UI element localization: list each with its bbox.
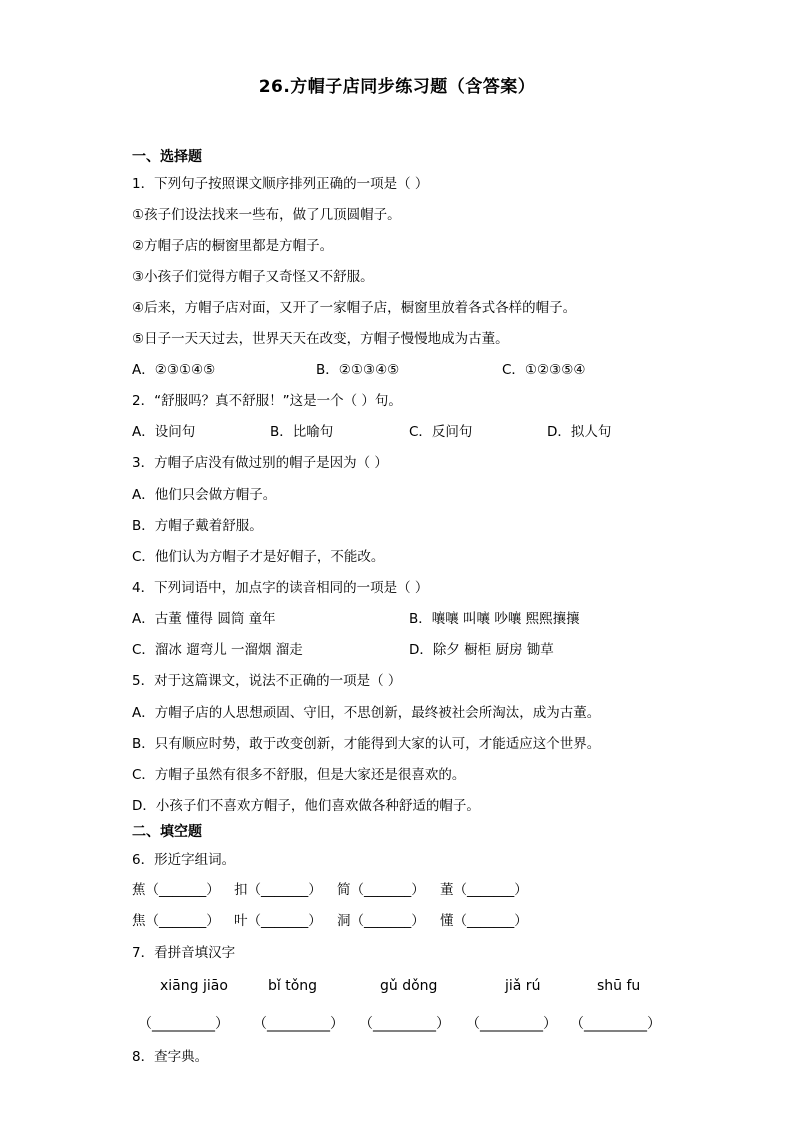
- q6-blank-item[interactable]: 扣（_______）: [234, 882, 322, 898]
- q2-option-d: D．拟人句: [547, 424, 612, 440]
- q2-option-b: B．比喻句: [270, 424, 334, 440]
- q5-option-d: D．小孩子们不喜欢方帽子，他们喜欢做各种舒适的帽子。: [132, 798, 480, 814]
- q6-blank-item[interactable]: 洞（_______）: [337, 913, 425, 929]
- q1-option-a: A．②③①④⑤: [132, 362, 216, 378]
- q7-pinyin: shū fu: [597, 978, 641, 994]
- q3-option-c: C．他们认为方帽子才是好帽子，不能改。: [132, 549, 385, 565]
- q5-option-c: C．方帽子虽然有很多不舒服，但是大家还是很喜欢的。: [132, 767, 466, 783]
- q2-option-c: C．反问句: [409, 424, 473, 440]
- q7-pinyin: jiǎ rú: [505, 978, 541, 994]
- q3-option-a: A．他们只会做方帽子。: [132, 487, 277, 503]
- q4-option-c: C．溜冰 遛弯儿 一溜烟 溜走: [132, 642, 303, 658]
- q2-option-a: A．设问句: [132, 424, 196, 440]
- q6-blank-item[interactable]: 焦（_______）: [132, 913, 220, 929]
- q3-stem: 3．方帽子店没有做过别的帽子是因为（ ）: [132, 455, 388, 471]
- q1-stem: 1．下列句子按照课文顺序排列正确的一项是（ ）: [132, 176, 429, 192]
- q6-blank-item[interactable]: 蕉（_______）: [132, 882, 220, 898]
- q6-blank-item[interactable]: 懂（_______）: [440, 913, 528, 929]
- q5-option-b: B．只有顺应时势，敢于改变创新，才能得到大家的认可，才能适应这个世界。: [132, 736, 601, 752]
- q6-blank-item[interactable]: 叶（_______）: [234, 913, 322, 929]
- q8-stem: 8．查字典。: [132, 1049, 209, 1065]
- q6-blank-item[interactable]: 简（_______）: [337, 882, 425, 898]
- q7-pinyin: gǔ dǒng: [380, 978, 438, 994]
- q7-blank[interactable]: （_________）: [466, 1016, 557, 1032]
- q2-stem: 2．“舒服吗？真不舒服！”这是一个（ ）句。: [132, 393, 402, 409]
- q1-item: ④后来，方帽子店对面，又开了一家帽子店，橱窗里放着各式各样的帽子。: [132, 300, 577, 316]
- q4-option-d: D．除夕 橱柜 厨房 锄草: [409, 642, 554, 658]
- q1-item: ②方帽子店的橱窗里都是方帽子。: [132, 238, 334, 254]
- q7-pinyin: xiāng jiāo: [160, 978, 228, 994]
- q5-option-a: A．方帽子店的人思想顽固、守旧，不思创新，最终被社会所淘汰，成为古董。: [132, 705, 601, 721]
- q7-pinyin: bǐ tǒng: [268, 978, 318, 994]
- section-choice-heading: 一、选择题: [132, 149, 202, 165]
- section-fill-heading: 二、填空题: [132, 824, 202, 840]
- q7-blank[interactable]: （_________）: [570, 1016, 661, 1032]
- q4-option-b: B．嚷嚷 叫嚷 吵嚷 熙熙攘攘: [409, 611, 580, 627]
- q1-item: ⑤日子一天天过去，世界天天在改变，方帽子慢慢地成为古董。: [132, 331, 509, 347]
- q1-item: ①孩子们设法找来一些布，做了几顶圆帽子。: [132, 207, 401, 223]
- q3-option-b: B．方帽子戴着舒服。: [132, 518, 263, 534]
- page-title: 26.方帽子店同步练习题（含答案）: [258, 77, 536, 97]
- q1-item: ③小孩子们觉得方帽子又奇怪又不舒服。: [132, 269, 374, 285]
- q4-option-a: A．古董 懂得 圆筒 童年: [132, 611, 276, 627]
- q7-blank[interactable]: （_________）: [359, 1016, 450, 1032]
- q5-stem: 5．对于这篇课文，说法不正确的一项是（ ）: [132, 673, 402, 689]
- q7-stem: 7．看拼音填汉字: [132, 945, 236, 961]
- q7-blank[interactable]: （_________）: [253, 1016, 344, 1032]
- q1-option-b: B．②①③④⑤: [316, 362, 400, 378]
- q4-stem: 4．下列词语中，加点字的读音相同的一项是（ ）: [132, 580, 429, 596]
- q7-blank[interactable]: （_________）: [138, 1016, 229, 1032]
- q1-option-c: C．①②③⑤④: [502, 362, 586, 378]
- q6-stem: 6．形近字组词。: [132, 852, 236, 868]
- q6-blank-item[interactable]: 董（_______）: [440, 882, 528, 898]
